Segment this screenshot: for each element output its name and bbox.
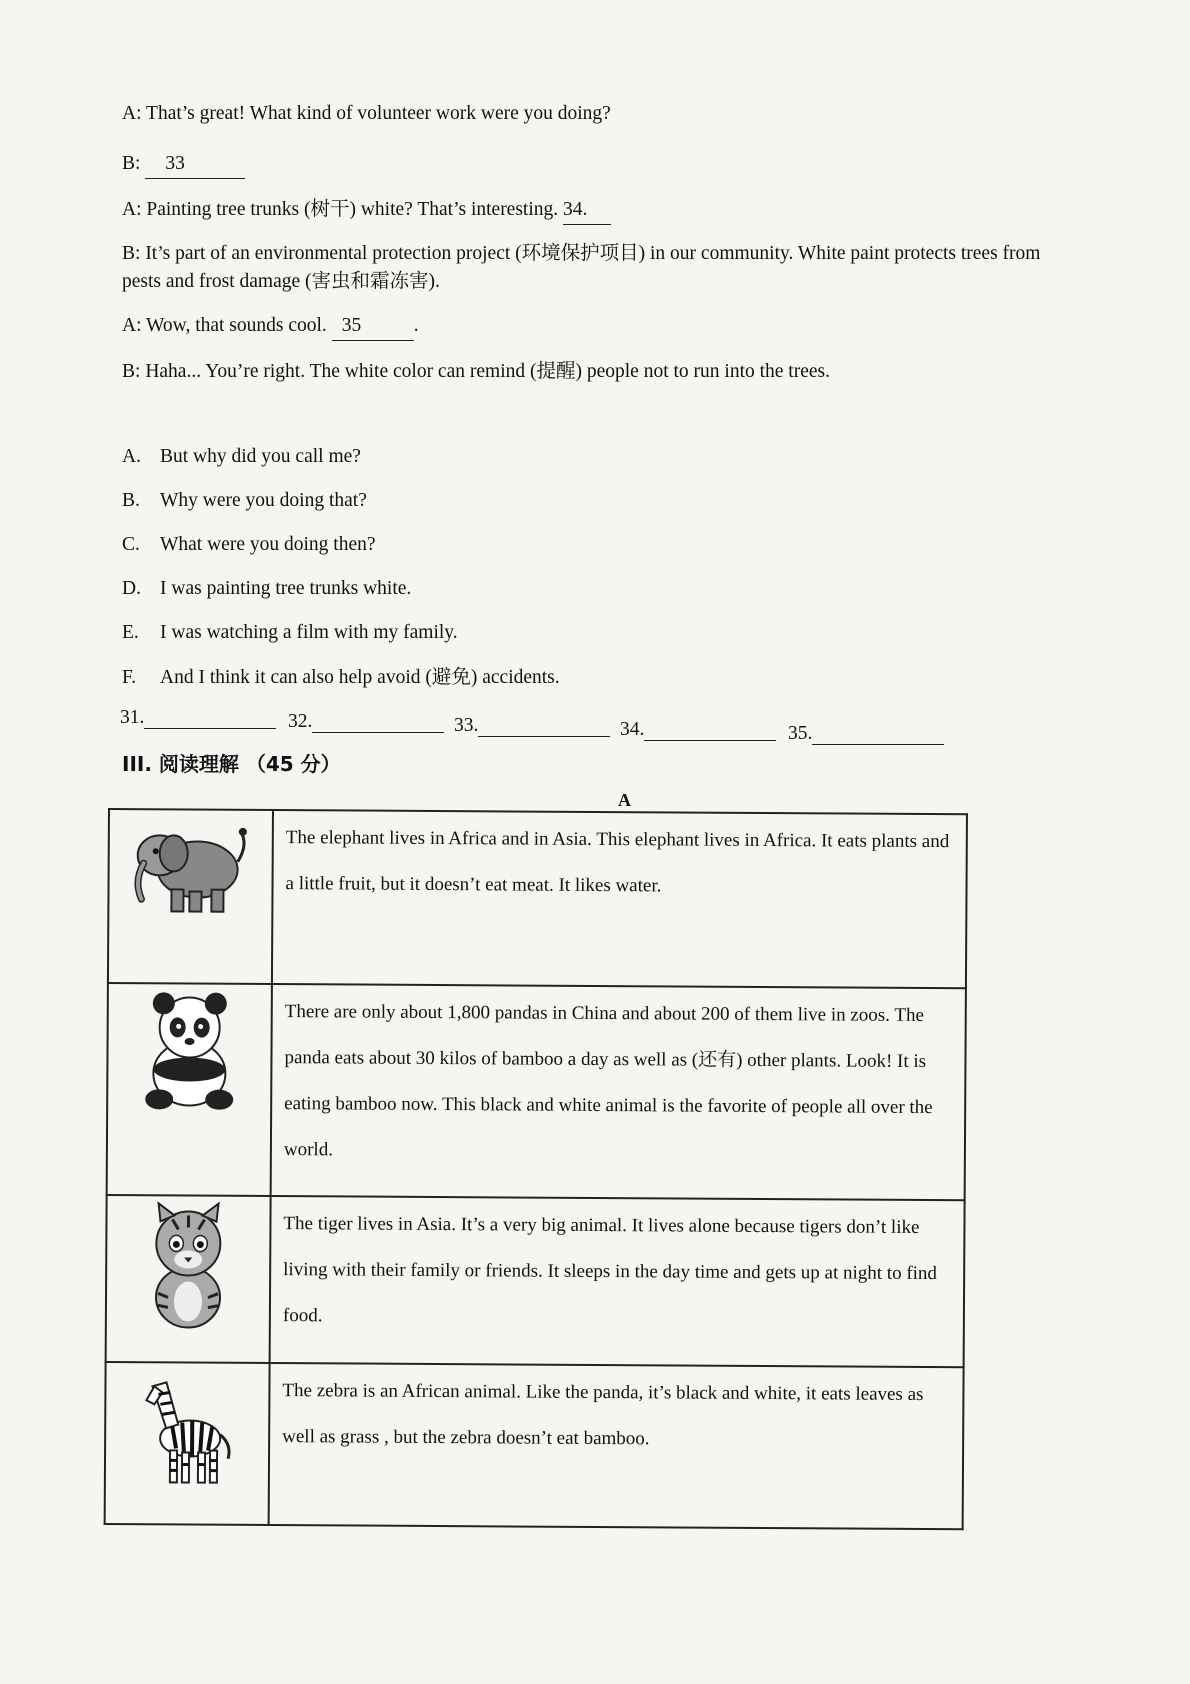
tiger-text: The tiger lives in Asia. It’s a very big animal. It lives alone because tigers don’t like living with their family or friends. It sleeps in the day time and gets up at night to find food. [270,1196,965,1367]
panda-text: There are only about 1,800 pandas in China and about 200 of them live in zoos. The panda eats about 30 kilos of bamboo a day as well as (还有) other plants. Look! It is eating bamboo now. This black and white animal is the favorite of people all over the world. [271,984,966,1200]
panda-cell [107,983,272,1196]
answer-blank-34[interactable]: 34. [563,196,611,225]
answer-33[interactable]: 33. [454,714,610,737]
zebra-text: The zebra is an African animal. Like the panda, it’s black and white, it eats leaves as well as grass , but the zebra doesn’t eat bamboo. [269,1363,964,1529]
option-a: A. But why did you call me? [122,446,361,467]
option-f: F. And I think it can also help avoid (避免) accidents. [122,667,560,688]
option-d: D. I was painting tree trunks white. [122,578,412,599]
animals-table [104,808,968,1530]
option-e: E. I was watching a film with my family. [122,622,458,643]
answer-blank-33[interactable]: 33 [145,150,245,179]
panda-icon [129,985,250,1116]
zebra-icon [132,1364,243,1495]
section-title: III. 阅读理解 （45 分） [122,752,341,776]
option-c: C. What were you doing then? [122,534,376,555]
dialogue-line-2: B: 33 [122,150,245,179]
elephant-icon [125,811,256,922]
elephant-text: The elephant lives in Africa and in Asia. This elephant lives in Africa. It eats plants and a little fruit, but it doesn’t eat meat. It likes water. [272,810,967,988]
table-row [107,983,966,1200]
dialogue-line-6: B: Haha... You’re right. The white color can remind (提醒) people not to run into the trees. [122,361,830,382]
tiger-icon [128,1197,249,1333]
zebra-cell [105,1362,270,1525]
answer-35[interactable]: 35. [788,722,944,745]
answer-32[interactable]: 32. [288,710,444,733]
table-row [108,809,967,988]
dialogue-line-5: A: Wow, that sounds cool. 35 . [122,312,419,341]
passage-label: A [618,790,631,810]
tiger-cell [106,1195,271,1363]
table-row [105,1362,964,1529]
dialogue-line-4: B: It’s part of an environmental protection project (环境保护项目) in our community. White paint protects trees from pests and frost damage (害虫和霜冻害). [122,243,1041,292]
elephant-cell [108,809,273,984]
option-b: B. Why were you doing that? [122,490,367,511]
answer-31[interactable]: 31. [120,706,276,729]
answer-blank-35[interactable]: 35 [332,312,414,341]
dialogue-line-3: A: Painting tree trunks (树干) white? That’s interesting. 34. [122,196,611,225]
dialogue-line-1: A: That’s great! What kind of volunteer work were you doing? [122,103,611,124]
answer-34[interactable]: 34. [620,718,776,741]
table-row [106,1195,965,1367]
